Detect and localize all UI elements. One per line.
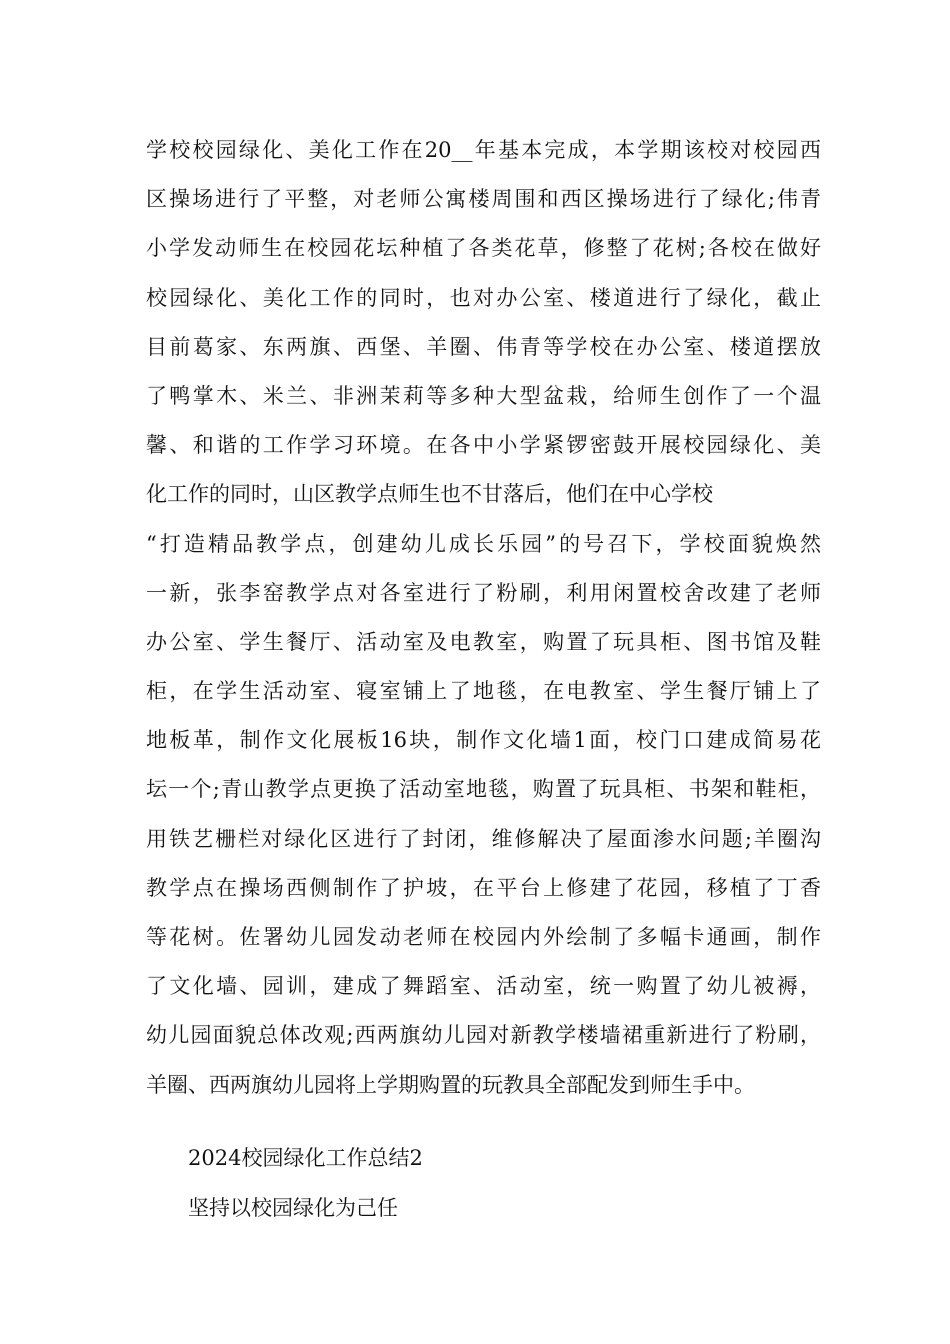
paragraph-line: 地板革，制作文化展板16块，制作文化墙1面，校门口建成简易花 bbox=[146, 728, 821, 753]
paragraph-line: 柜，在学生活动室、寝室铺上了地毯，在电教室、学生餐厅铺上了 bbox=[146, 679, 821, 704]
paragraph-line: 等花树。佐署幼儿园发动老师在校园内外绘制了多幅卡通画，制作 bbox=[146, 925, 821, 949]
paragraph-line: 区操场进行了平整，对老师公寓楼周围和西区操场进行了绿化;伟青 bbox=[146, 187, 821, 212]
paragraph-line: 校园绿化、美化工作的同时，也对办公室、楼道进行了绿化，截止 bbox=[146, 285, 821, 310]
section-heading: 2024校园绿化工作总结2 bbox=[188, 1146, 423, 1170]
paragraph-line: 办公室、学生餐厅、活动室及电教室，购置了玩具柜、图书馆及鞋 bbox=[146, 629, 821, 654]
paragraph-line: 坛一个;青山教学点更换了活动室地毯，购置了玩具柜、书架和鞋柜， bbox=[146, 777, 821, 802]
paragraph-line: 目前葛家、东两旗、西堡、羊圈、伟青等学校在办公室、楼道摆放 bbox=[146, 334, 821, 359]
paragraph-line: 羊圈、西两旗幼儿园将上学期购置的玩教具全部配发到师生手中。 bbox=[146, 1072, 755, 1097]
paragraph-line: 幼儿园面貌总体改观;西两旗幼儿园对新教学楼墙裙重新进行了粉刷， bbox=[146, 1023, 821, 1048]
body-paragraph bbox=[146, 126, 821, 1110]
section-subheading: 坚持以校园绿化为己任 bbox=[188, 1196, 398, 1220]
paragraph-line: 馨、和谐的工作学习环境。在各中小学紧锣密鼓开展校园绿化、美 bbox=[146, 433, 821, 458]
paragraph-line: 小学发动师生在校园花坛种植了各类花草，修整了花树;各校在做好 bbox=[146, 236, 821, 261]
paragraph-line: 教学点在操场西侧制作了护坡，在平台上修建了花园，移植了丁香 bbox=[146, 875, 821, 900]
paragraph-line: 化工作的同时，山区教学点师生也不甘落后，他们在中心学校 bbox=[146, 482, 713, 507]
paragraph-line: 了鸭掌木、米兰、非洲茉莉等多种大型盆栽，给师生创作了一个温 bbox=[146, 383, 821, 408]
paragraph-line: 用铁艺栅栏对绿化区进行了封闭，维修解决了屋面渗水问题;羊圈沟 bbox=[146, 826, 821, 851]
paragraph-line: 一新，张李窑教学点对各室进行了粉刷，利用闲置校舍改建了老师 bbox=[146, 580, 821, 605]
paragraph-line: 学校校园绿化、美化工作在20__年基本完成，本学期该校对校园西 bbox=[146, 138, 821, 162]
paragraph-line: 了文化墙、园训，建成了舞蹈室、活动室，统一购置了幼儿被褥， bbox=[146, 974, 821, 999]
paragraph-line: “打造精品教学点，创建幼儿成长乐园”的号召下，学校面貌焕然 bbox=[146, 531, 821, 556]
